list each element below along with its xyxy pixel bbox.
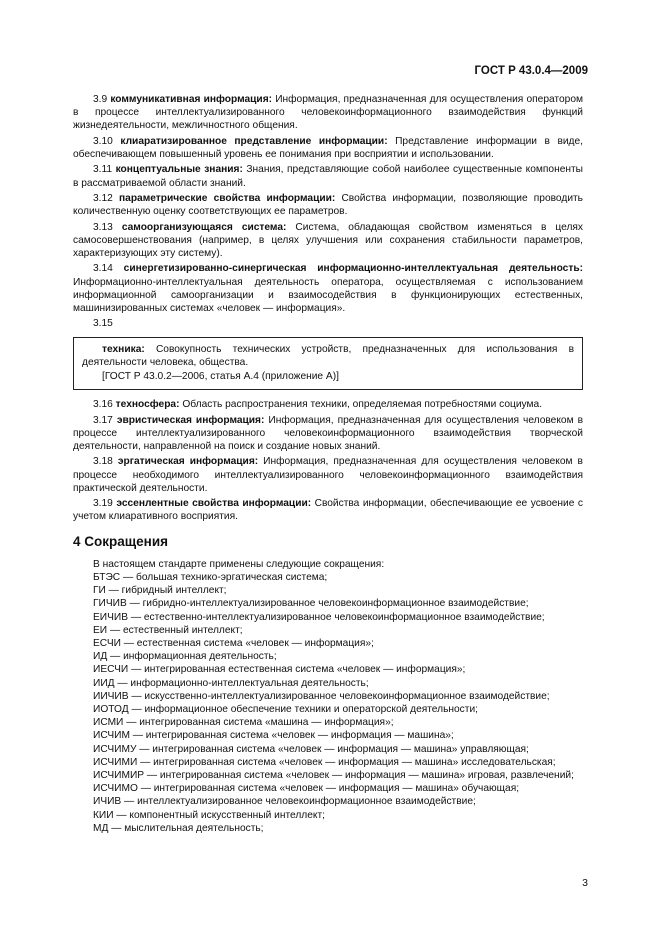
definition-item bbox=[73, 262, 583, 315]
definition-number: 3.15 bbox=[93, 318, 113, 330]
page-number: 3 bbox=[582, 877, 588, 889]
definition-number: 3.19 bbox=[93, 498, 113, 510]
abbreviation-item: ИИД — информационно-интеллектуальная деятельность; bbox=[93, 677, 369, 689]
abbreviation-item: ЕСЧИ — естественная система «человек — информация»; bbox=[93, 638, 374, 649]
abbreviation-item: ИД — информационная деятельность; bbox=[93, 651, 277, 663]
definition-number: 3.12 bbox=[93, 192, 113, 204]
definition-item bbox=[73, 398, 583, 411]
definition-number: 3.17 bbox=[93, 414, 113, 426]
definition-term: самоорганизующаяся система: bbox=[121, 221, 287, 233]
abbreviation-item: БТЭС — большая технико-эргатическая система; bbox=[93, 571, 328, 583]
definition-term: параметрические свойства информации: bbox=[119, 192, 336, 204]
definition-term: концептуальные знания: bbox=[115, 164, 243, 176]
definition-item bbox=[73, 93, 583, 133]
abbreviation-item: ИСЧИМ — интегрированная система «человек — информация — машина»; bbox=[93, 730, 454, 742]
definition-item bbox=[73, 414, 583, 454]
abbreviation-item: МД — мыслительная деятельность; bbox=[93, 822, 264, 834]
definition-item bbox=[73, 135, 583, 161]
abbreviations-list bbox=[73, 571, 583, 835]
abbreviation-item: ИСЧИМИ — интегрированная система «человек — информация — машина» исследовательская; bbox=[93, 756, 556, 768]
definition-item bbox=[73, 163, 583, 189]
definition-number: 3.14 bbox=[93, 263, 113, 275]
definition-body: Область распространения техники, определяемая потребностями социума. bbox=[179, 399, 543, 411]
abbreviation-item: КИИ — компонентный искусственный интеллект; bbox=[93, 809, 325, 821]
definition-text bbox=[82, 343, 574, 369]
abbreviation-item: ЕИ — естественный интеллект; bbox=[93, 624, 243, 636]
definition-term: техника: bbox=[102, 343, 145, 355]
abbreviation-item: ИСЧИМО — интегрированная система «человек — информация — машина» обучающая; bbox=[93, 783, 520, 795]
definition-number: 3.13 bbox=[93, 221, 113, 233]
definition-body: Информация, предназначенная для осуществления человеком в процессе интеллектуализированного человекоинформационного взаимодействия творческой деятельности, направленной на поиск и создание новых знаний. bbox=[73, 414, 583, 452]
abbreviation-item: ИСЧИМУ — интегрированная система «человек — информация — машина» управляющая; bbox=[93, 743, 529, 755]
page-header: ГОСТ Р 43.0.4—2009 bbox=[474, 65, 588, 77]
definition-number: 3.10 bbox=[93, 135, 113, 147]
definition-item bbox=[73, 455, 583, 495]
definition-body: Совокупность технических устройств, предназначенных для использования в деятельности человека, общества. bbox=[82, 343, 574, 368]
abbreviation-item: ЕИЧИВ — естественно-интеллектуализированное человекоинформационное взаимодействие; bbox=[93, 611, 545, 623]
definition-body: Представление информации в виде, обеспечивающем повышенный уровень ее понимания при восприятии и использовании. bbox=[73, 135, 583, 160]
definition-term: эссенлентные свойства информации: bbox=[116, 498, 312, 510]
definition-body: Свойства информации, обеспечивающие ее усвоение с учетом клиаративного восприятия. bbox=[73, 498, 583, 523]
definition-body: Информация, предназначенная для осуществления человеком в процессе необходимого интеллектуализированного человекоинформационного взаимодействия практической деятельности. bbox=[73, 456, 583, 494]
abbreviation-item: ИОТОД — информационное обеспечение техники и операторской деятельности; bbox=[93, 704, 478, 716]
definition-item bbox=[73, 497, 583, 523]
definition-number: 3.11 bbox=[93, 164, 113, 176]
definition-item bbox=[73, 192, 583, 218]
definition-number: 3.16 bbox=[93, 399, 113, 411]
definitions-list bbox=[73, 93, 583, 315]
definition-term: коммуникативная информация: bbox=[110, 94, 273, 105]
definition-item bbox=[73, 221, 583, 261]
definition-term: клиаратизированное представление информации: bbox=[120, 135, 388, 147]
abbreviation-item: ИСЧИМИР — интегрированная система «человек — информация — машина» игровая, развлечений; bbox=[93, 770, 574, 782]
definition-number: 3.9 bbox=[93, 94, 108, 105]
abbreviation-item: ИЕСЧИ — интегрированная естественная система «человек — информация»; bbox=[93, 664, 466, 676]
abbreviation-item: ИИЧИВ — искусственно-интеллектуализированное человекоинформационное взаимодействие; bbox=[93, 690, 550, 702]
definition-term: эвристическая информация: bbox=[116, 414, 265, 426]
section-title: 4 Сокращения bbox=[73, 533, 168, 549]
abbreviation-item: ИСМИ — интегрированная система «машина — информация»; bbox=[93, 717, 394, 729]
abbreviation-item: ГИЧИВ — гибридно-интеллектуализированное человекоинформационное взаимодействие; bbox=[93, 598, 529, 610]
definitions-list-2 bbox=[73, 398, 583, 523]
definition-reference: [ГОСТ Р 43.0.2—2006, статья А.4 (приложение А)] bbox=[102, 370, 339, 382]
definition-term: техносфера: bbox=[115, 399, 180, 411]
page-content bbox=[73, 93, 583, 835]
definition-body: Информационно-интеллектуальная деятельность оператора, осуществляемая с использованием информационной самоорганизации и взаимосодействия в функционирующих естественных, машинизированных системах «человек — информация». bbox=[73, 276, 583, 314]
section-intro: В настоящем стандарте применены следующие сокращения: bbox=[93, 558, 385, 570]
definition-body: Свойства информации, позволяющие проводить количественную оценку соответствующих ее параметров. bbox=[73, 192, 583, 218]
abbreviation-item: ИЧИВ — интеллектуализированное человекоинформационное взаимодействие; bbox=[93, 796, 476, 808]
definition-box bbox=[73, 337, 583, 391]
definition-term: эргатическая информация: bbox=[117, 456, 259, 468]
definition-body: Информация, предназначенная для осуществления оператором в процессе интеллектуализированного человекоинформационного взаимодействия функций жизнедеятельности, межличностного общения. bbox=[73, 94, 583, 132]
definition-number: 3.18 bbox=[93, 456, 113, 468]
definition-body: Система, обладающая свойством изменяться в целях самосовершенствования (например, в целях улучшения или сохранения стабильности параметров, характеризующих эту систему). bbox=[73, 221, 584, 259]
abbreviation-item: ГИ — гибридный интеллект; bbox=[93, 585, 227, 597]
definition-body: Знания, представляющие собой наиболее существенные компоненты в рассматриваемой области знаний. bbox=[73, 164, 583, 189]
definition-term: синергетизированно-синергическая информационно-интеллектуальная деятельность: bbox=[123, 263, 583, 275]
